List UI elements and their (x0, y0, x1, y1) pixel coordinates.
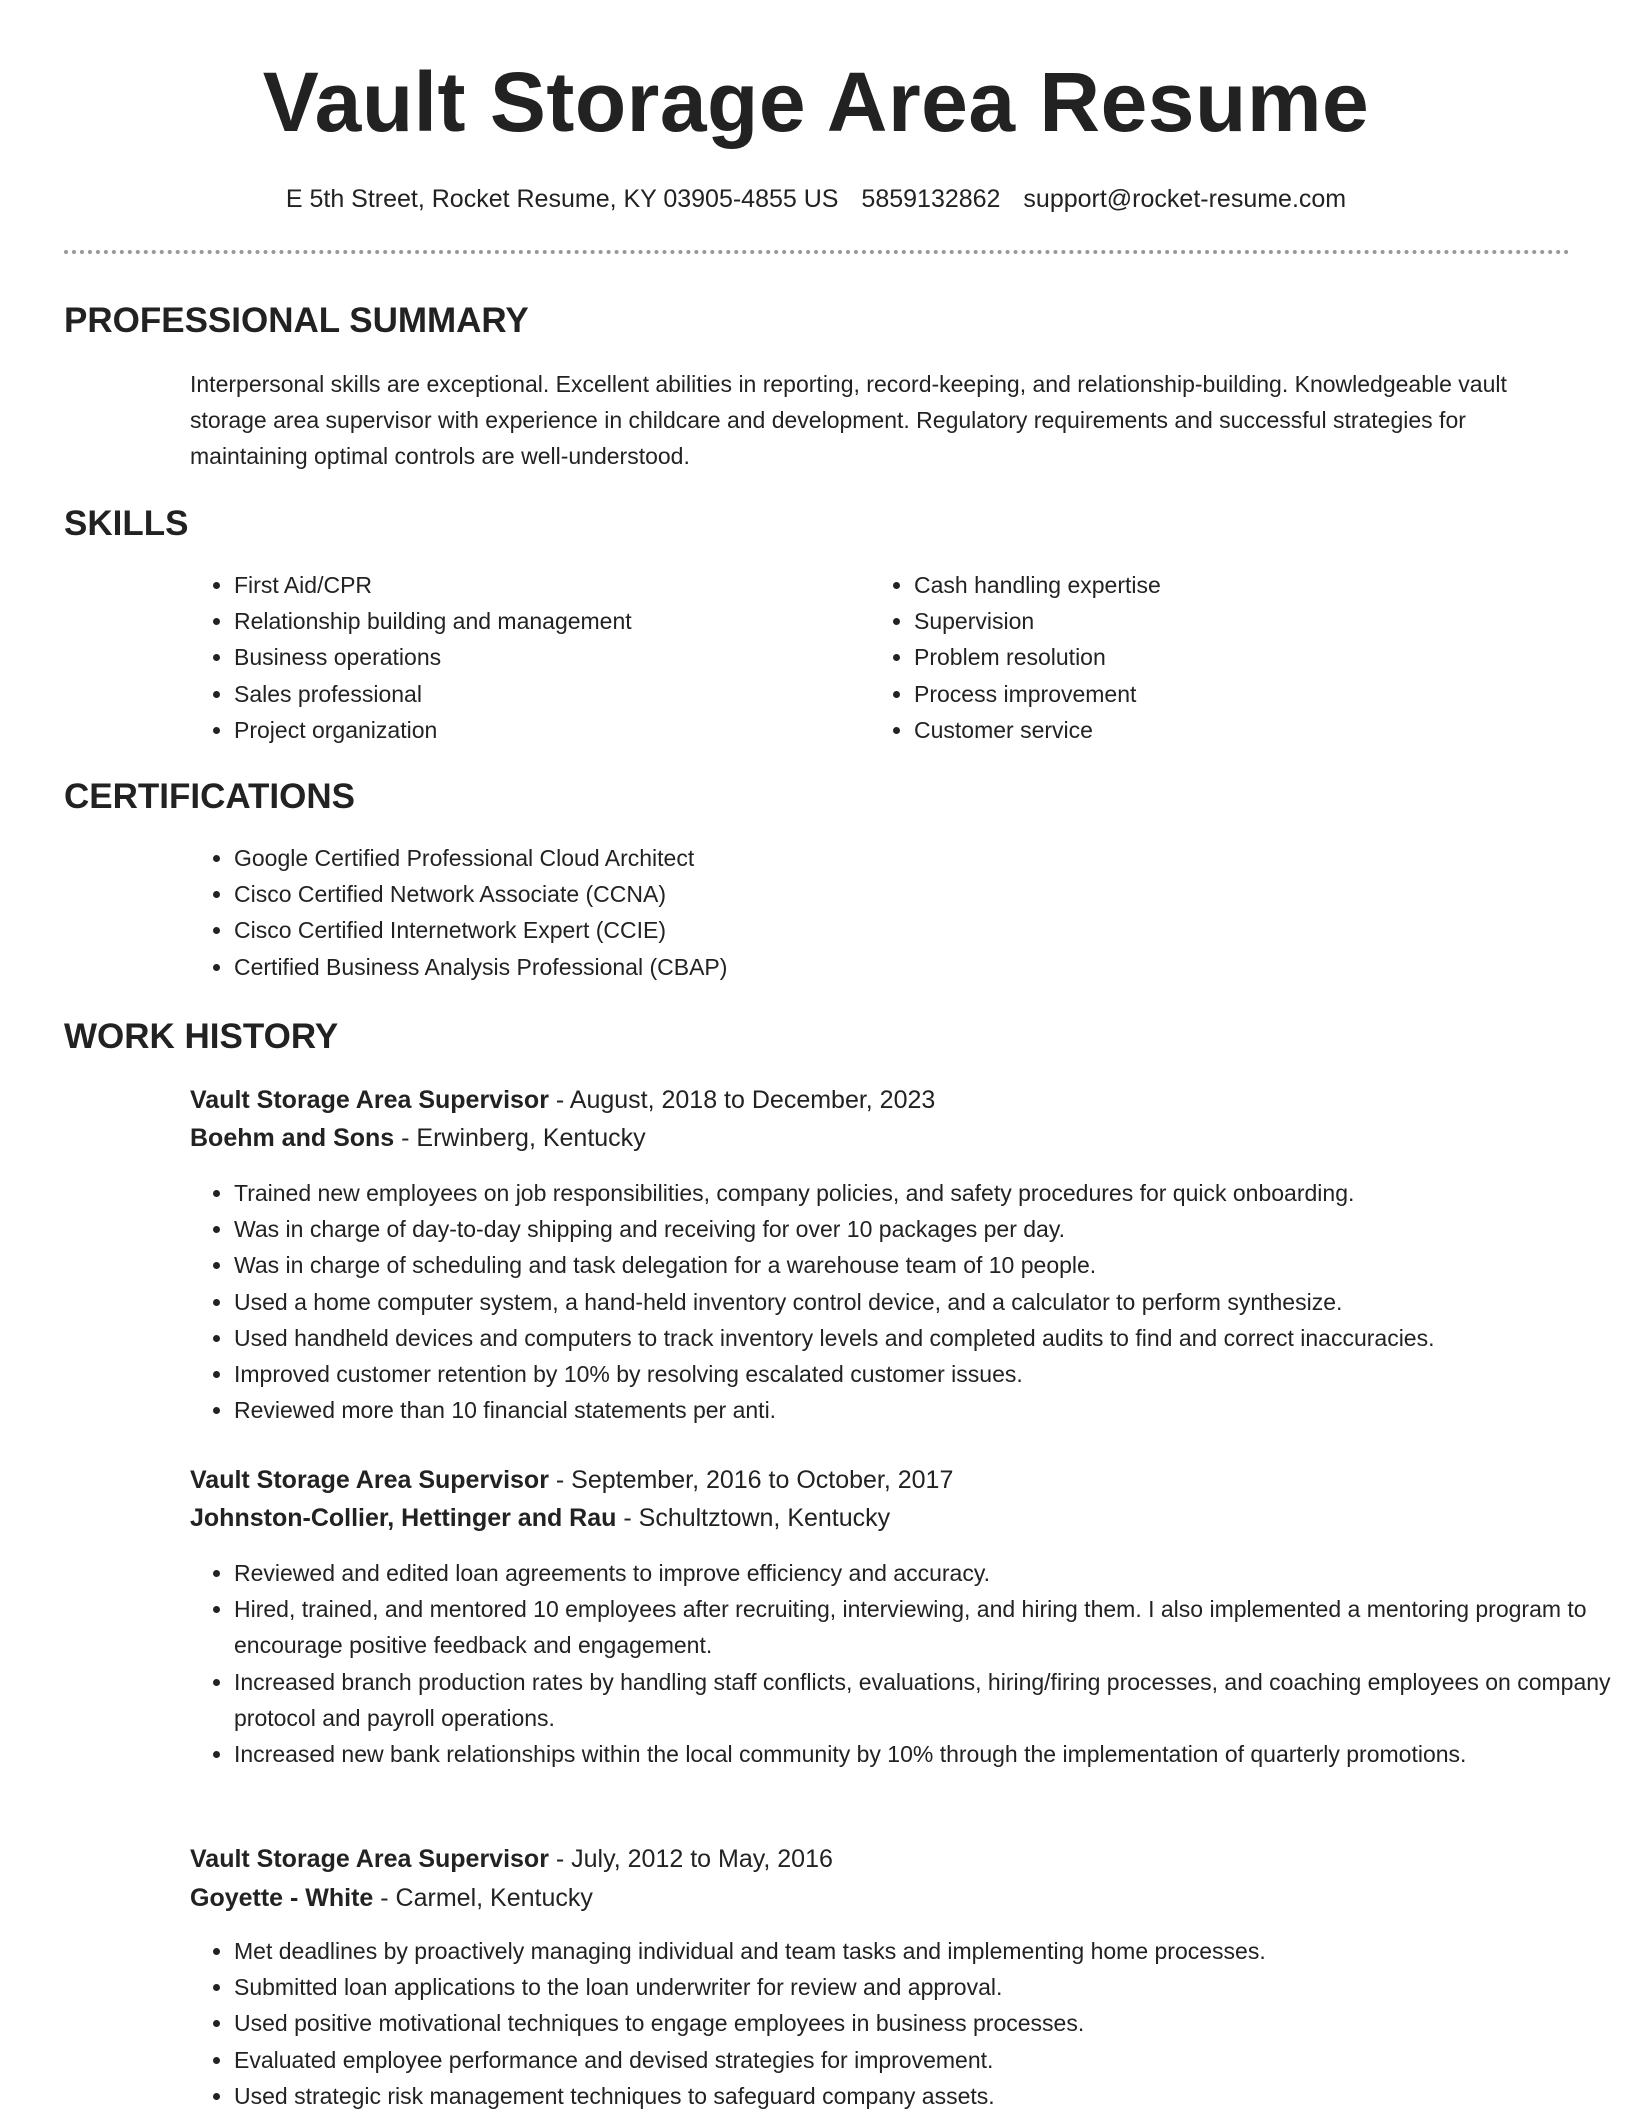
job-bullet: • Increased branch production rates by handling staff conflicts, evaluations, hiring/firing processes, and coaching employees on company protocol and payroll operations. (234, 1664, 1624, 1736)
skills-list-right (870, 567, 1514, 748)
job-bullet: • Evaluated employee performance and devised strategies for improvement. (234, 2042, 1624, 2078)
job-location: - Schultztown, Kentucky (616, 1504, 891, 1532)
certification-item: • Cisco Certified Internetwork Expert (CCIE) (234, 912, 1534, 948)
skill-item: • Sales professional (234, 676, 794, 712)
job-company-line (190, 1121, 646, 1155)
summary-heading: PROFESSIONAL SUMMARY (64, 301, 529, 340)
job-bullet: • Submitted loan applications to the loan underwriter for review and approval. (234, 1969, 1624, 2005)
job-company: Goyette - White (190, 1884, 374, 1912)
job-bullet: • Used handheld devices and computers to track inventory levels and completed audits to find and correct inaccuracies. (234, 1320, 1624, 1356)
skill-item: • Problem resolution (914, 639, 1514, 675)
job-bullet: • Increased new bank relationships within the local community by 10% through the implementation of quarterly promotions. (234, 1736, 1624, 1772)
skill-item: • Cash handling expertise (914, 567, 1514, 603)
skill-item: • Process improvement (914, 676, 1514, 712)
skills-list-left (190, 567, 794, 748)
job-company-line (190, 1881, 593, 1915)
job-bullet: • Reviewed more than 10 financial statements per anti. (234, 1392, 1624, 1428)
resume-title: Vault Storage Area Resume (262, 55, 1370, 149)
work-history-heading: WORK HISTORY (64, 1017, 339, 1056)
job-role: Vault Storage Area Supervisor (190, 1086, 549, 1114)
job-bullets (190, 1555, 1624, 1772)
job-role: Vault Storage Area Supervisor (190, 1466, 549, 1494)
job-title-line (190, 1083, 935, 1117)
contact-line (0, 182, 1632, 216)
job-company: Boehm and Sons (190, 1124, 395, 1152)
skill-item: • Business operations (234, 639, 794, 675)
job-bullet: • Used positive motivational techniques to engage employees in business processes. (234, 2005, 1624, 2041)
skill-item: • Supervision (914, 603, 1514, 639)
job-bullet: • Trained new employees on job responsibilities, company policies, and safety procedures for quick onboarding. (234, 1175, 1624, 1211)
job-location: - Carmel, Kentucky (373, 1884, 593, 1912)
skills-heading: SKILLS (64, 504, 189, 543)
certification-item: • Google Certified Professional Cloud Architect (234, 840, 1534, 876)
job-location: - Erwinberg, Kentucky (394, 1124, 646, 1152)
job-bullet: • Improved customer retention by 10% by resolving escalated customer issues. (234, 1356, 1624, 1392)
job-bullet: • Met deadlines by proactively managing individual and team tasks and implementing home processes. (234, 1933, 1624, 1969)
job-bullet: • Used strategic risk management techniques to safeguard company assets. (234, 2078, 1624, 2114)
contact-phone: 5859132862 (861, 185, 1001, 213)
header-divider (64, 250, 1570, 254)
contact-email: support@rocket-resume.com (1023, 185, 1347, 213)
certification-item: • Cisco Certified Network Associate (CCNA) (234, 876, 1534, 912)
skill-item: • First Aid/CPR (234, 567, 794, 603)
summary-text: Interpersonal skills are exceptional. Excellent abilities in reporting, record-keeping, and relationship-building. Knowledgeable vault storage area supervisor with experience in childcare and development. Regulatory requirements and successful strategies for maintaining optimal controls are well-understood. (190, 371, 1507, 469)
certifications-list (190, 840, 1534, 985)
skill-item: • Relationship building and management (234, 603, 794, 639)
contact-address: E 5th Street, Rocket Resume, KY 03905-4855 US (285, 185, 839, 213)
job-bullet: • Hired, trained, and mentored 10 employees after recruiting, interviewing, and hiring them. I also implemented a mentoring program to encourage positive feedback and engagement. (234, 1591, 1624, 1663)
job-bullet: • Used a home computer system, a hand-held inventory control device, and a calculator to perform synthesize. (234, 1284, 1624, 1320)
job-title-line (190, 1463, 953, 1497)
job-bullets (190, 1933, 1624, 2114)
job-company-line (190, 1501, 890, 1535)
certifications-heading: CERTIFICATIONS (64, 777, 356, 816)
job-dates: - September, 2016 to October, 2017 (548, 1466, 954, 1494)
job-title-line (190, 1842, 833, 1876)
skill-item: • Project organization (234, 712, 794, 748)
job-bullet: • Was in charge of scheduling and task delegation for a warehouse team of 10 people. (234, 1247, 1624, 1283)
job-role: Vault Storage Area Supervisor (190, 1845, 549, 1873)
skill-item: • Customer service (914, 712, 1514, 748)
job-company: Johnston-Collier, Hettinger and Rau (190, 1504, 617, 1532)
job-dates: - August, 2018 to December, 2023 (548, 1086, 936, 1114)
job-bullets (190, 1175, 1624, 1428)
certification-item: • Certified Business Analysis Professional (CBAP) (234, 949, 1534, 985)
job-bullet: • Reviewed and edited loan agreements to improve efficiency and accuracy. (234, 1555, 1624, 1591)
job-dates: - July, 2012 to May, 2016 (548, 1845, 833, 1873)
job-bullet: • Was in charge of day-to-day shipping and receiving for over 10 packages per day. (234, 1211, 1624, 1247)
